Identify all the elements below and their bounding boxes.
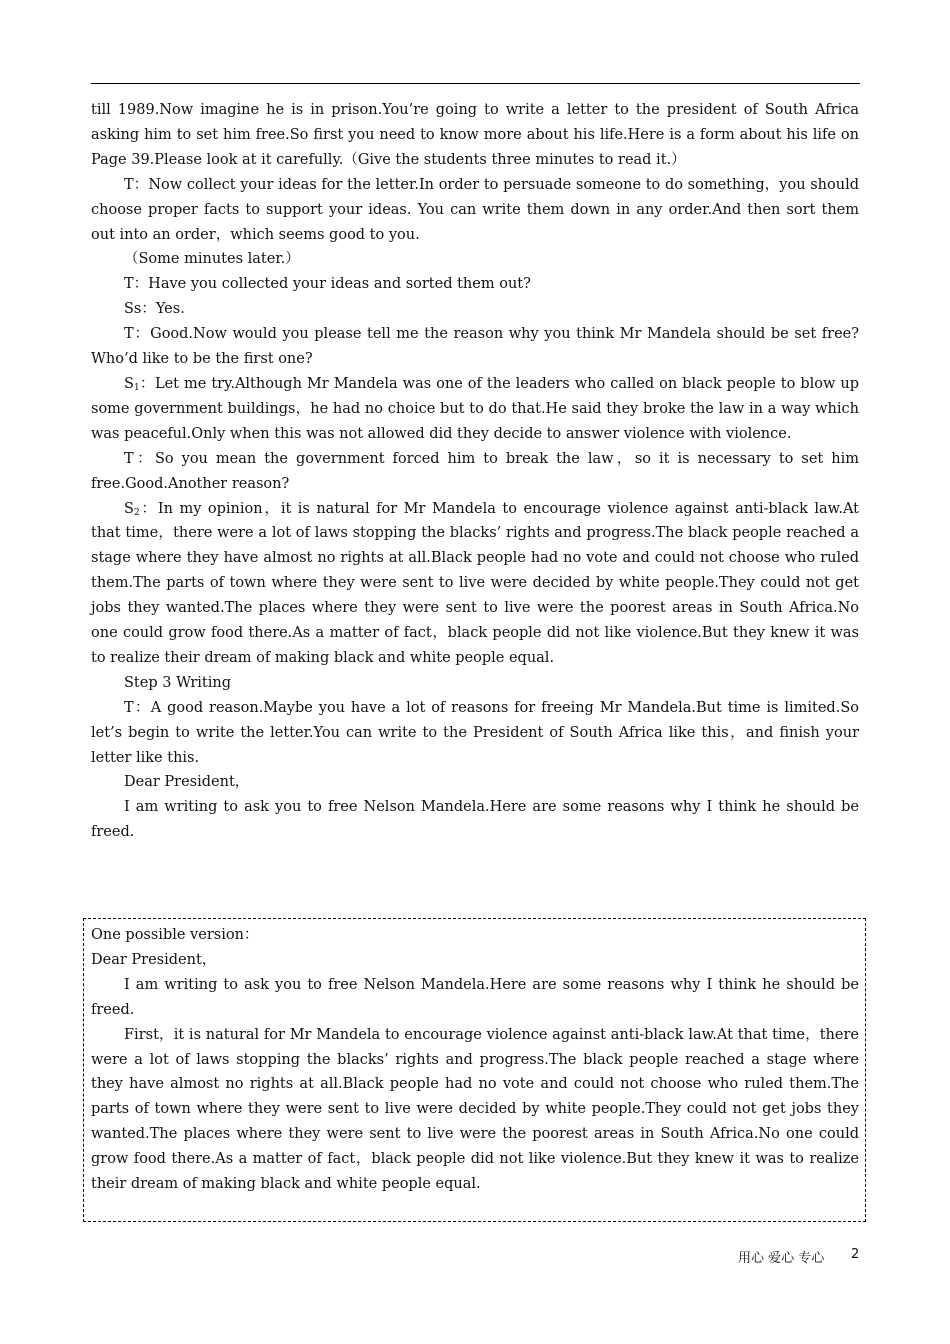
speaker-label: S [124,500,134,517]
footer-slogan: 用心 爱心 专心 [738,1251,825,1266]
box-paragraph: I am writing to ask you to free Nelson Mandela.Here are some reasons why I think he should be freed. [91,976,859,1018]
speaker-subscript: 1 [133,382,140,393]
letter-opening: I am writing to ask you to free Nelson Mandela.Here are some reasons why I think he should be freed. [91,799,859,841]
paragraph: T：Good.Now would you please tell me the reason why you think Mr Mandela should be set free? Who’d like to be the first one? [91,326,859,368]
paragraph: T：A good reason.Maybe you have a lot of reasons for freeing Mr Mandela.But time is limited.So let’s begin to write the letter.You can write to the President of South Africa like this，and finish your letter like this. [91,699,859,766]
speaker-text: ：In my opinion，it is natural for Mr Mandela to encourage violence against anti-black law.At that time，there were a lot of laws stopping the blacks’ rights and progress.The black people reached a stage where they have almost no rights at all.Black people had no vote and could not choose who ruled them.The parts of town where they were sent to live were decided by white people.They could not get jobs they wanted.The places where they were sent to live were the poorest areas in South Africa.No one could grow food there.As a matter of fact，black people did not like violence.But they knew it was to realize their dream of making black and white people equal. [91,500,859,666]
paragraph: T：Now collect your ideas for the letter.In order to persuade someone to do something，you should choose proper facts to support your ideas. You can write them down in any order.And then sort them out into an order，which seems good to you. [91,176,859,243]
paragraph: T：Have you collected your ideas and sorted them out? [124,276,531,293]
paragraph: T：So you mean the government forced him to break the law，so it is necessary to set him free.Good.Another reason? [91,450,859,492]
lesson-text [91,98,859,845]
speaker-label: S [124,375,134,392]
speaker-text: ：Let me try.Although Mr Mandela was one of the leaders who called on black people to blow up some government buildings，he had no choice but to do that.He said they broke the law in a way which was peaceful.Only when this was not allowed did they decide to answer violence with violence. [91,375,859,442]
header-rule [91,83,860,84]
paragraph: （Some minutes later.） [124,251,300,268]
student-1-paragraph [91,372,859,447]
paragraph: Ss：Yes. [124,301,185,318]
student-2-paragraph [91,497,859,671]
box-paragraph: First，it is natural for Mr Mandela to encourage violence against anti-black law.At that time，there were a lot of laws stopping the blacks’ rights and progress.The black people reached a stage where they have almost no rights at all.Black people had no vote and could not choose who ruled them.The parts of town where they were sent to live were decided by white people.They could not get jobs they wanted.The places where they were sent to live were the poorest areas in South Africa.No one could grow food there.As a matter of fact，black people did not like violence.But they knew it was to realize their dream of making black and white people equal. [91,1026,859,1193]
paragraph: till 1989.Now imagine he is in prison.You’re going to write a letter to the president of South Africa asking him to set him free.So first you need to know more about his life.Here is a form about his life on Page 39.Please look at it carefully.（Give the students three minutes to read it.） [91,102,859,168]
box-salutation: Dear President， [91,951,217,968]
step-heading: Step 3 Writing [124,674,231,691]
letter-salutation: Dear President， [124,774,250,791]
box-label: One possible version： [91,927,259,943]
speaker-subscript: 2 [133,507,140,518]
page-number: 2 [851,1247,860,1262]
sample-version-text [91,923,859,1197]
